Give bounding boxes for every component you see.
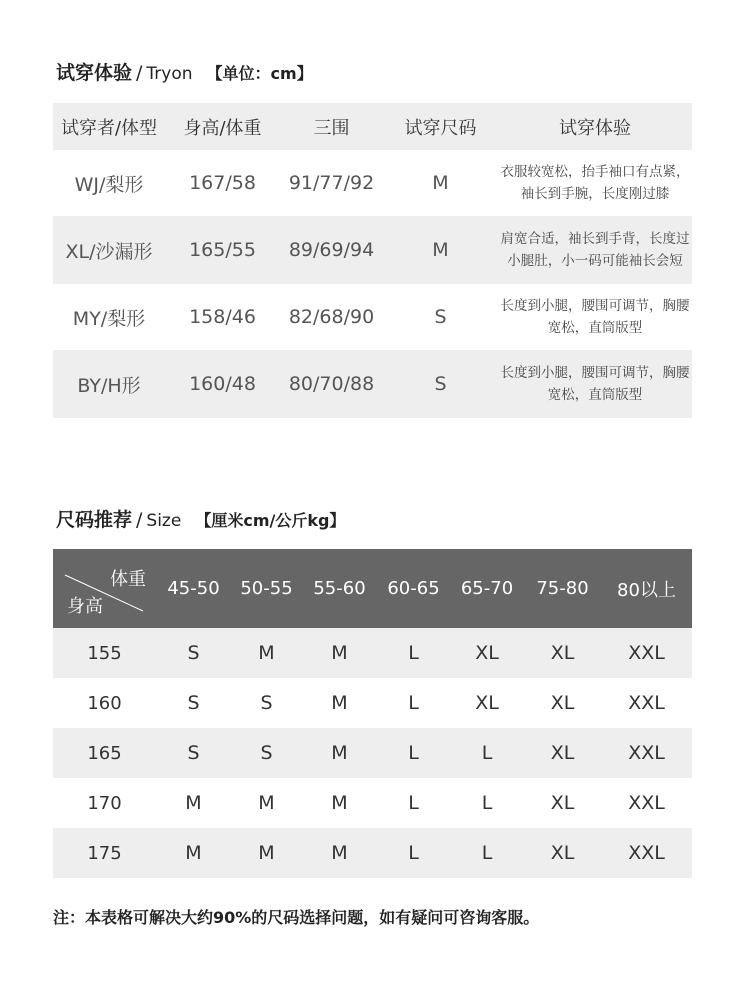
experience-cell [498,284,692,350]
size-cell: XXL [601,828,692,878]
size-cell: M [302,628,377,678]
size-cell: M [302,828,377,878]
weight-header: 60-65 [377,549,450,628]
corner-height-label: 身高 [67,596,103,617]
tryon-title-cn: 试穿体验 [56,62,133,84]
size-cell: XXL [628,692,665,714]
size-cell: XL [450,628,524,678]
experience-cell [498,150,692,216]
height-weight-cell: 160/48 [165,350,280,418]
experience-cell [498,216,692,284]
tryon-header-measurements: 三围 [280,103,383,150]
size-title-separator: / [136,509,143,531]
size-cell: L [408,792,419,814]
size-cell: M [258,792,275,814]
size-cell: M [331,792,348,814]
table-row [53,350,692,418]
table-row [53,284,692,350]
tester-cell: WJ/梨形 [74,173,144,196]
experience-cell [498,350,692,418]
size-cell: M [185,792,202,814]
height-weight-cell: 165/55 [165,216,280,284]
size-cell: S [383,350,498,418]
size-unit: 【厘米cm/公斤kg】 [195,511,346,530]
table-row [53,678,692,728]
tester-cell: XL/沙漏形 [53,216,165,284]
table-row [53,828,692,878]
height-cell: 170 [87,792,122,814]
size-cell: L [377,828,450,878]
size-cell: M [231,628,302,678]
height-cell: 155 [53,628,156,678]
weight-header: 75-80 [524,549,601,628]
experience-line: 长度到小腿，腰围可调节，胸腰 [500,298,690,314]
corner-weight-label: 体重 [110,569,146,590]
size-cell: M [156,828,231,878]
experience-line: 宽松，直筒版型 [547,320,643,336]
tryon-header-row [53,103,692,150]
size-cell: M [383,216,498,284]
size-cell: XXL [601,628,692,678]
measurements-cell: 91/77/92 [288,172,375,194]
measurements-cell: 80/70/88 [280,350,383,418]
size-title [56,505,345,532]
height-cell: 175 [53,828,156,878]
size-cell: L [377,728,450,778]
weight-header: 80以上 [601,549,692,628]
tester-cell: MY/梨形 [72,307,146,330]
size-cell: S [231,728,302,778]
size-cell: L [377,628,450,678]
experience-line: 小腿肚，小一码可能袖长会短 [507,253,683,269]
size-cell: L [481,792,493,814]
table-row [53,150,692,216]
tryon-header-tester: 试穿者/体型 [53,103,165,150]
size-cell: S [156,728,231,778]
height-cell: 165 [53,728,156,778]
size-cell: XL [524,728,601,778]
tryon-unit: 【单位：cm】 [206,64,313,83]
experience-line: 宽松，直筒版型 [547,387,643,403]
footnote: 注：本表格可解决大约90%的尺码选择问题，如有疑问可咨询客服。 [53,908,540,927]
size-cell: XXL [601,728,692,778]
size-cell: M [331,692,348,714]
tryon-title-en: Tryon [146,64,193,84]
tryon-header-experience: 试穿体验 [498,103,692,150]
size-cell: L [450,828,524,878]
table-row [53,728,692,778]
tryon-title-separator: / [136,62,143,84]
weight-header: 55-60 [302,549,377,628]
size-cell: M [432,172,449,194]
size-cell: XL [550,792,575,814]
table-row [53,778,692,828]
size-cell: M [302,728,377,778]
size-title-cn: 尺码推荐 [56,509,133,531]
size-cell: XL [524,828,601,878]
tryon-table [53,103,692,418]
experience-line: 袖长到手腕，长度刚过膝 [520,186,670,202]
experience-line: 肩宽合适，袖长到手背，长度过 [500,231,690,247]
size-cell: XL [475,692,499,714]
experience-line: 衣服较宽松，抬手袖口有点紧， [500,164,690,180]
measurements-cell: 89/69/94 [280,216,383,284]
table-row [53,216,692,284]
size-cell: XL [550,692,575,714]
weight-header: 65-70 [450,549,524,628]
weight-header: 50-55 [231,549,302,628]
size-header-row [53,549,692,628]
experience-line: 长度到小腿，腰围可调节，胸腰 [500,365,690,381]
size-cell: S [434,306,447,328]
weight-header: 45-50 [156,549,231,628]
tryon-header-height-weight: 身高/体重 [165,103,280,150]
size-cell: L [450,728,524,778]
size-cell: S [260,692,273,714]
size-cell: S [187,692,200,714]
tryon-title [56,58,313,85]
tester-cell: BY/H形 [53,350,165,418]
height-cell: 160 [87,692,122,714]
table-row [53,628,692,678]
height-weight-cell: 167/58 [189,172,256,194]
size-table [53,549,692,878]
height-weight-cell: 158/46 [189,306,256,328]
size-cell: XL [524,628,601,678]
size-cell: XXL [628,792,665,814]
size-cell: L [408,692,419,714]
size-cell: M [231,828,302,878]
tryon-header-size: 试穿尺码 [383,103,498,150]
measurements-cell: 82/68/90 [288,306,375,328]
size-cell: S [156,628,231,678]
corner-header [53,549,156,628]
size-title-en: Size [146,511,182,531]
